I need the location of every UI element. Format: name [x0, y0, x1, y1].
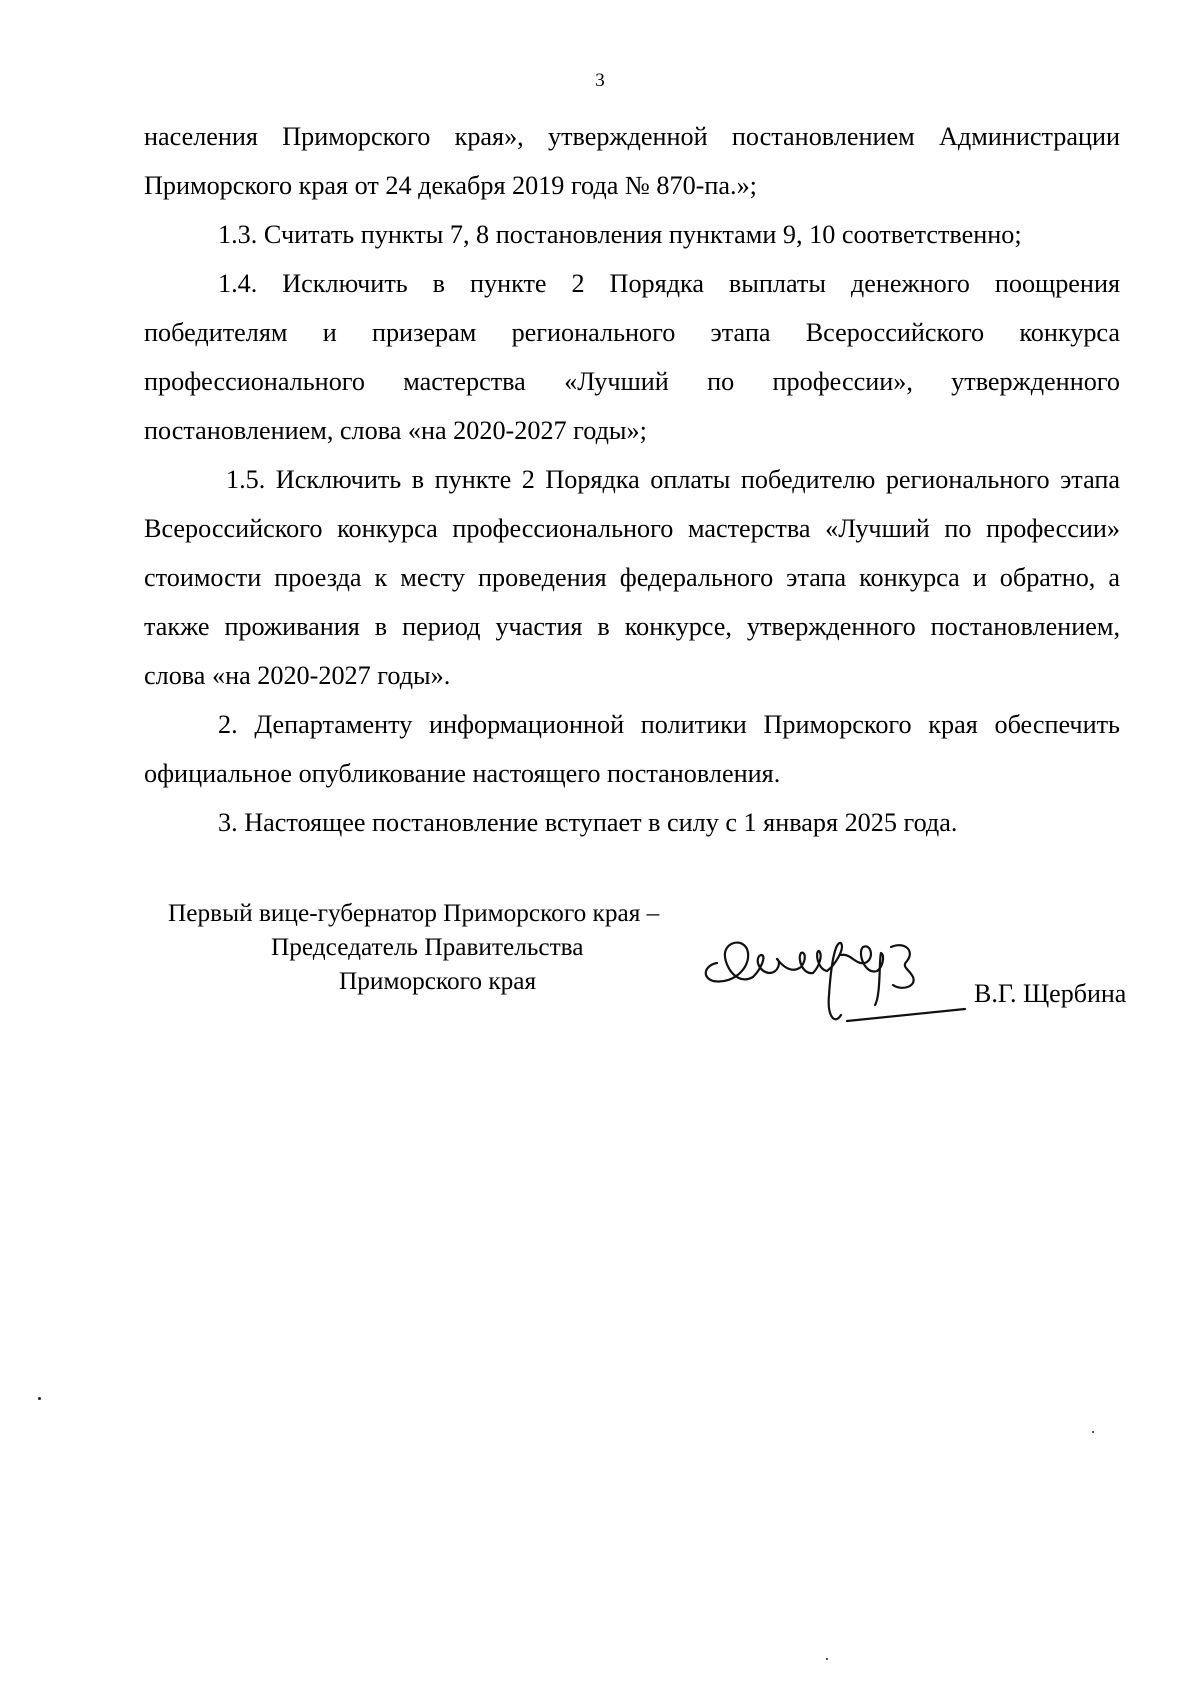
paragraph-1-4: 1.4. Исключить в пункте 2 Порядка выплаты денежного поощрения победителям и призерам регионального этапа Всероссийского конкурса профессионального мастерства «Лучший по профессии», утвержденного постановлением, слова «на 2020-2027 годы»;: [144, 269, 1120, 445]
paragraph-2: 2. Департаменту информационной политики Приморского края обеспечить официальное опубликование настоящего постановления.: [144, 710, 1120, 788]
signatory-position-line-2: Председатель Правительства: [271, 933, 584, 961]
handwritten-signature: [695, 925, 985, 1035]
document-body: [144, 112, 1120, 847]
paragraph-continuation: населения Приморского края», утвержденной постановлением Администрации Приморского края от 24 декабря 2019 года № 870-па.»;: [144, 122, 1120, 200]
scan-speck: [826, 1658, 828, 1660]
signatory-name: В.Г. Щербина: [974, 979, 1127, 1008]
page-number: 3: [595, 70, 605, 91]
signatory-position-line-3: Приморского края: [339, 967, 537, 995]
paragraph-1-3: 1.3. Считать пункты 7, 8 постановления пунктами 9, 10 соответственно;: [218, 220, 1022, 249]
scan-speck: [38, 1397, 41, 1400]
scan-speck: [1092, 1431, 1094, 1433]
paragraph-1-5: 1.5. Исключить в пункте 2 Порядка оплаты победителю регионального этапа Всероссийского конкурса профессионального мастерства «Лучший по профессии» стоимости проезда к месту проведения федерального этапа конкурса и обратно, а также проживания в период участия в конкурсе, утвержденного постановлением, слова «на 2020-2027 годы».: [144, 465, 1120, 690]
paragraph-3: 3. Настоящее постановление вступает в силу с 1 января 2025 года.: [218, 808, 958, 837]
signatory-position-line-1: Первый вице-губернатор Приморского края –: [168, 899, 660, 927]
